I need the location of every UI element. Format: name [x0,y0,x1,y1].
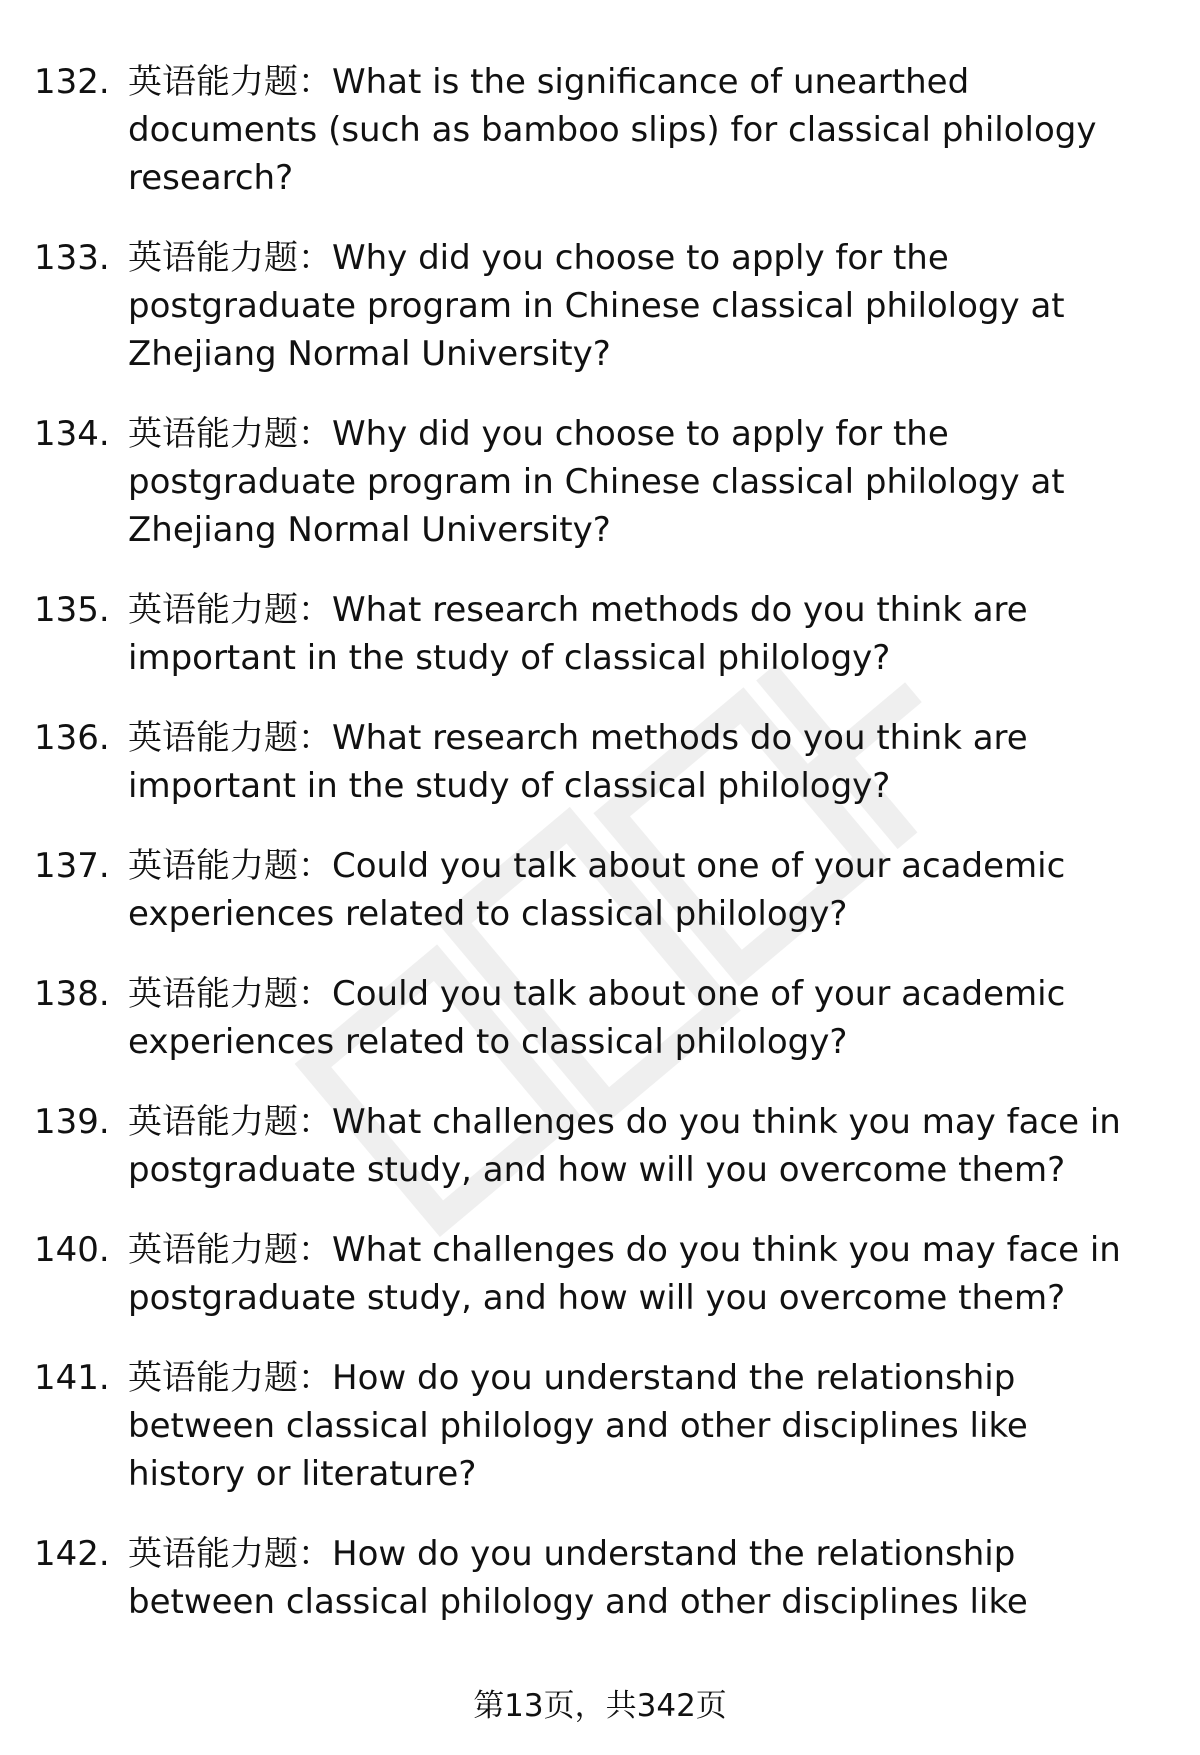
question-number: 141. [34,1358,110,1398]
question-item [34,234,1164,378]
question-prefix: 英语能力题： [128,718,332,758]
question-prefix: 英语能力题： [128,1358,332,1398]
question-item [34,58,1164,202]
question-prefix: 英语能力题： [128,846,332,886]
question-number: 134. [34,414,110,454]
question-text [128,234,1164,378]
question-body: Could you talk about one of your academic experiences related to classical philology? [128,974,1066,1062]
question-prefix: 英语能力题： [128,414,332,454]
question-text [128,586,1164,682]
question-prefix: 英语能力题： [128,238,332,278]
question-text [128,1226,1164,1322]
question-prefix: 英语能力题： [128,590,332,630]
question-number: 132. [34,62,110,102]
question-number: 135. [34,590,110,630]
question-item [34,714,1164,810]
question-prefix: 英语能力题： [128,1102,332,1142]
question-item [34,1530,1164,1626]
question-body: How do you understand the relationship between classical philology and other disciplines like history or literature? [128,1358,1028,1494]
question-body: What research methods do you think are important in the study of classical philology? [128,590,1028,678]
question-item [34,1226,1164,1322]
question-body: Could you talk about one of your academic experiences related to classical philology? [128,846,1066,934]
question-item [34,970,1164,1066]
question-body: How do you understand the relationship between classical philology and other disciplines like [128,1534,1028,1622]
question-list [34,58,1164,1658]
question-text [128,1098,1164,1194]
question-text [128,970,1164,1066]
question-number: 137. [34,846,110,886]
question-text [128,1530,1164,1626]
question-number: 142. [34,1534,110,1574]
question-text [128,58,1164,202]
question-body: Why did you choose to apply for the postgraduate program in Chinese classical philology at Zhejiang Normal University? [128,238,1065,374]
question-item [34,410,1164,554]
question-item [34,842,1164,938]
question-body: What research methods do you think are important in the study of classical philology? [128,718,1028,806]
page-footer: 第13页，共342页 [473,1688,727,1724]
question-body: What challenges do you think you may face in postgraduate study, and how will you overcome them? [128,1102,1121,1190]
question-prefix: 英语能力题： [128,974,332,1014]
question-text [128,842,1164,938]
question-number: 133. [34,238,110,278]
question-item [34,1098,1164,1194]
question-body: What is the significance of unearthed documents (such as bamboo slips) for classical philology research? [128,62,1097,198]
question-number: 138. [34,974,110,1014]
question-body: What challenges do you think you may face in postgraduate study, and how will you overcome them? [128,1230,1121,1318]
question-body: Why did you choose to apply for the postgraduate program in Chinese classical philology at Zhejiang Normal University? [128,414,1065,550]
question-prefix: 英语能力题： [128,1534,332,1574]
question-text [128,1354,1164,1498]
question-item [34,586,1164,682]
question-number: 140. [34,1230,110,1270]
question-number: 139. [34,1102,110,1142]
question-text [128,410,1164,554]
question-prefix: 英语能力题： [128,1230,332,1270]
question-number: 136. [34,718,110,758]
question-prefix: 英语能力题： [128,62,332,102]
question-item [34,1354,1164,1498]
question-text [128,714,1164,810]
